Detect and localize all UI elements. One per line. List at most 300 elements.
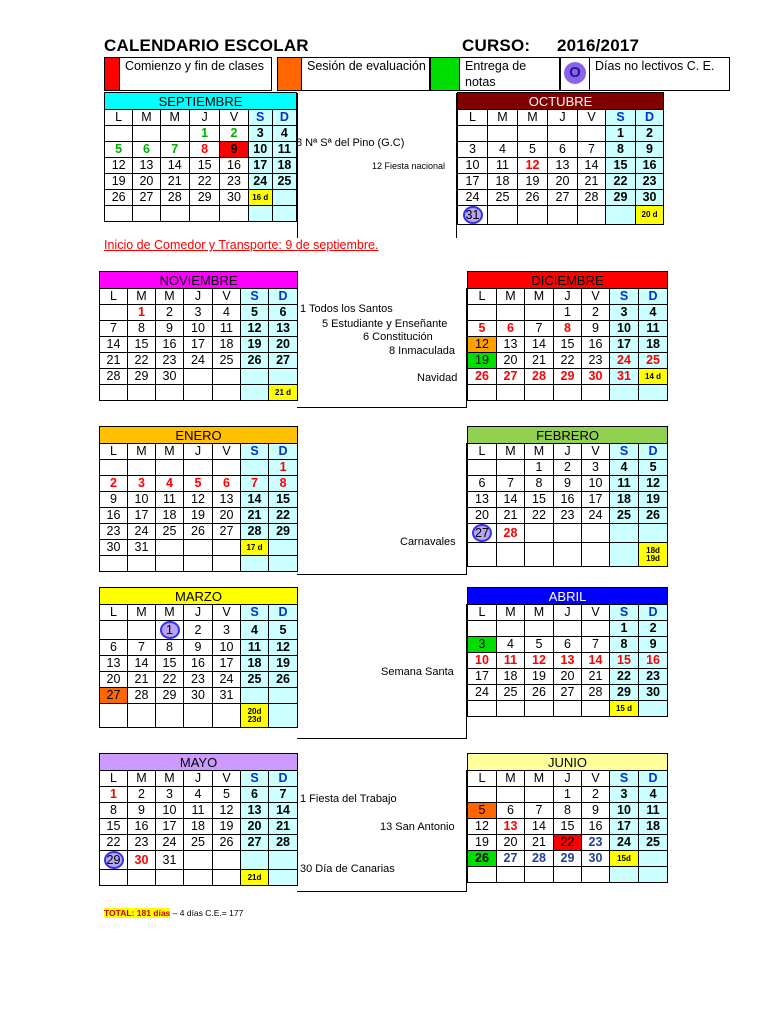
page-title: CALENDARIO ESCOLAR (104, 36, 309, 55)
day-cell: 15 (156, 656, 184, 672)
day-cell: 4 (639, 305, 668, 321)
day-cell: 9 (156, 321, 184, 337)
day-cell: 30 (220, 190, 248, 206)
day-cell: S (241, 444, 269, 460)
day-cell: 8 (269, 476, 298, 492)
day-cell: 9 (639, 637, 668, 653)
day-cell (548, 206, 578, 225)
day-cell: 15 (128, 337, 156, 353)
day-cell (548, 126, 578, 142)
day-cell: 16 (100, 508, 128, 524)
day-cell (639, 701, 668, 717)
day-cell (241, 556, 269, 572)
day-cell: S (610, 771, 639, 787)
day-cell (525, 621, 554, 637)
day-cell: 26 (468, 369, 497, 385)
day-cell: 9 (582, 803, 610, 819)
day-cell: 17 (213, 656, 241, 672)
ring-icon: O (564, 62, 586, 84)
day-cell: 15 (606, 158, 636, 174)
day-cell (639, 524, 668, 543)
day-cell: 26 (639, 508, 668, 524)
day-cell (610, 524, 639, 543)
day-cell: 6 (548, 142, 578, 158)
day-cell: 3 (213, 621, 241, 640)
day-cell: 2 (220, 126, 248, 142)
day-cell (497, 867, 525, 883)
day-cell (184, 540, 213, 556)
day-cell (468, 543, 497, 567)
day-cell: 12 (639, 476, 668, 492)
day-cell: 21 (497, 508, 525, 524)
calendar-febrero (467, 426, 668, 567)
month-day-count: 15d (610, 851, 639, 867)
day-cell: J (554, 444, 582, 460)
day-cell: 25 (610, 508, 639, 524)
day-cell: 17 (582, 492, 610, 508)
day-cell: 14 (100, 337, 128, 353)
day-cell: 13 (133, 158, 160, 174)
day-cell (128, 556, 156, 572)
month-title: MAYO (100, 754, 298, 771)
day-cell: 11 (241, 640, 269, 656)
day-cell: 21 (128, 672, 156, 688)
day-cell: 22 (100, 835, 128, 851)
day-cell: V (220, 110, 248, 126)
day-cell: 15 (269, 492, 298, 508)
day-cell: 6 (468, 476, 497, 492)
day-cell: 11 (497, 653, 525, 669)
day-cell: 27 (554, 685, 582, 701)
day-cell: 8 (189, 142, 219, 158)
day-cell: 24 (156, 835, 184, 851)
calendar-octubre (457, 92, 664, 225)
day-cell (269, 704, 298, 728)
note-estudiante: 5 Estudiante y Enseñante (322, 318, 448, 330)
day-cell (269, 870, 298, 886)
day-cell (241, 460, 269, 476)
day-cell: 27 (133, 190, 160, 206)
day-cell: 2 (184, 621, 213, 640)
non-lective-ring: 29 (104, 851, 124, 869)
day-cell (241, 704, 269, 728)
day-cell: 16 (128, 819, 156, 835)
month-day-count: 16 d (248, 190, 272, 206)
day-cell: 28 (578, 190, 606, 206)
day-cell (213, 540, 241, 556)
day-cell: S (610, 605, 639, 621)
day-cell: 2 (128, 787, 156, 803)
day-cell (213, 556, 241, 572)
day-cell (100, 621, 128, 640)
day-cell (497, 385, 525, 401)
legend-evaluacion: Sesión de evaluación (302, 57, 430, 91)
day-cell (578, 206, 606, 225)
day-cell: 8 (128, 321, 156, 337)
note-navidad: Navidad (417, 372, 458, 384)
day-cell: V (582, 605, 610, 621)
month-title: FEBRERO (468, 427, 668, 444)
day-cell: 18 (213, 337, 241, 353)
day-cell: D (272, 110, 296, 126)
day-cell: 30 (156, 369, 184, 385)
day-cell: 7 (269, 787, 298, 803)
day-cell (100, 704, 128, 728)
day-cell: 24 (458, 190, 488, 206)
day-cell: 29 (554, 369, 582, 385)
day-cell: 13 (468, 492, 497, 508)
total-rest: – 4 días C.E.= 177 (170, 908, 244, 918)
day-cell: 11 (488, 158, 518, 174)
day-cell: 11 (272, 142, 296, 158)
note-fiesta-trabajo: 1 Fiesta del Trabajo (300, 793, 397, 805)
day-cell: M (497, 444, 525, 460)
month-title: SEPTIEMBRE (105, 93, 297, 110)
calendar-septiembre (104, 92, 297, 222)
day-cell: 3 (610, 305, 639, 321)
day-cell: 18 (497, 669, 525, 685)
day-cell: 29 (610, 685, 639, 701)
day-cell: 19 (213, 819, 241, 835)
day-cell: 2 (639, 621, 668, 637)
day-cell: M (525, 289, 554, 305)
day-cell: 29 (606, 190, 636, 206)
day-cell: D (269, 444, 298, 460)
day-cell: 18 (639, 819, 668, 835)
curso-label: CURSO: (462, 36, 531, 55)
day-cell (582, 701, 610, 717)
day-cell (525, 543, 554, 567)
day-cell (184, 556, 213, 572)
day-cell: 29 (189, 190, 219, 206)
day-cell: 21 (582, 669, 610, 685)
day-cell (100, 460, 128, 476)
day-cell: 6 (497, 321, 525, 337)
day-cell: 25 (184, 835, 213, 851)
day-cell (525, 701, 554, 717)
day-cell: 21 (160, 174, 189, 190)
day-cell: 22 (554, 835, 582, 851)
day-cell: J (184, 289, 213, 305)
calendar-marzo (99, 587, 298, 728)
day-cell: M (525, 605, 554, 621)
day-cell: 26 (241, 353, 269, 369)
day-cell: 19 (241, 337, 269, 353)
day-cell (582, 621, 610, 637)
day-cell (269, 556, 298, 572)
day-cell: 14 (578, 158, 606, 174)
day-cell: 22 (525, 508, 554, 524)
day-cell: 6 (100, 640, 128, 656)
calendar-noviembre (99, 271, 298, 401)
day-cell: 14 (269, 803, 298, 819)
day-cell (156, 556, 184, 572)
day-cell: 24 (610, 353, 639, 369)
day-cell (582, 385, 610, 401)
day-cell: 20 (497, 353, 525, 369)
day-cell (213, 369, 241, 385)
day-cell (184, 870, 213, 886)
day-cell: D (639, 771, 668, 787)
legend-swatch-comienzo (104, 57, 120, 91)
day-cell: 27 (100, 688, 128, 704)
day-cell: 28 (525, 369, 554, 385)
day-cell: 12 (525, 653, 554, 669)
day-cell (128, 460, 156, 476)
day-cell: 26 (184, 524, 213, 540)
day-cell: 23 (184, 672, 213, 688)
day-cell (272, 190, 296, 206)
day-cell (497, 621, 525, 637)
day-cell (525, 787, 554, 803)
month-title: JUNIO (468, 754, 668, 771)
day-cell: 11 (184, 803, 213, 819)
calendar-junio (467, 753, 668, 883)
legend-swatch-nolectivos (560, 57, 590, 91)
day-cell: 24 (184, 353, 213, 369)
day-cell: 21 (241, 508, 269, 524)
day-cell (128, 385, 156, 401)
day-cell: 13 (100, 656, 128, 672)
day-cell: 10 (458, 158, 488, 174)
day-cell: 27 (548, 190, 578, 206)
day-cell (582, 543, 610, 567)
day-cell: 6 (554, 637, 582, 653)
day-cell: 1 (606, 126, 636, 142)
day-cell: M (525, 444, 554, 460)
day-cell: M (128, 771, 156, 787)
day-cell: 3 (458, 142, 488, 158)
day-cell: 3 (156, 787, 184, 803)
day-cell: 27 (497, 369, 525, 385)
day-cell: 14 (241, 492, 269, 508)
day-cell: M (128, 444, 156, 460)
day-cell: 19 (639, 492, 668, 508)
day-cell: 14 (525, 819, 554, 835)
day-cell: 17 (156, 819, 184, 835)
day-cell: 9 (128, 803, 156, 819)
day-cell: 8 (554, 803, 582, 819)
day-cell: 19 (525, 669, 554, 685)
day-cell: 4 (610, 460, 639, 476)
day-cell (156, 385, 184, 401)
day-cell: 7 (578, 142, 606, 158)
day-cell (269, 851, 298, 870)
day-cell: 6 (133, 142, 160, 158)
day-cell (468, 524, 497, 543)
day-cell: 2 (636, 126, 664, 142)
day-cell: 14 (160, 158, 189, 174)
day-cell: D (636, 110, 664, 126)
day-cell (488, 206, 518, 225)
day-cell: M (156, 289, 184, 305)
day-cell: L (105, 110, 133, 126)
day-cell (100, 385, 128, 401)
day-cell: 24 (248, 174, 272, 190)
day-cell (105, 206, 133, 222)
day-cell: 6 (241, 787, 269, 803)
day-cell: 16 (156, 337, 184, 353)
day-cell (100, 556, 128, 572)
day-cell (525, 867, 554, 883)
day-cell: S (606, 110, 636, 126)
day-cell: 24 (468, 685, 497, 701)
day-cell: 22 (606, 174, 636, 190)
day-cell: 14 (128, 656, 156, 672)
day-cell (610, 385, 639, 401)
day-cell: 22 (128, 353, 156, 369)
day-cell (497, 305, 525, 321)
day-cell: 13 (269, 321, 298, 337)
day-cell: 12 (518, 158, 548, 174)
day-cell: 14 (497, 492, 525, 508)
day-cell: J (184, 605, 213, 621)
day-cell: 1 (100, 787, 128, 803)
day-cell: 30 (582, 851, 610, 867)
day-cell (468, 305, 497, 321)
day-cell (497, 701, 525, 717)
day-cell: 20 (133, 174, 160, 190)
day-cell: L (468, 771, 497, 787)
day-cell: M (525, 771, 554, 787)
day-cell: 8 (525, 476, 554, 492)
day-cell: 1 (128, 305, 156, 321)
day-cell (582, 524, 610, 543)
day-cell: 5 (184, 476, 213, 492)
day-cell: J (184, 771, 213, 787)
day-cell: 24 (213, 672, 241, 688)
day-cell (639, 543, 668, 567)
calendar-mayo (99, 753, 298, 886)
day-cell: 10 (582, 476, 610, 492)
day-cell (458, 126, 488, 142)
note-todos-santos: 1 Todos los Santos (300, 303, 393, 315)
note-semana-santa: Semana Santa (381, 666, 454, 678)
day-cell (272, 206, 296, 222)
day-cell: 1 (554, 787, 582, 803)
day-cell: M (488, 110, 518, 126)
day-cell: 8 (156, 640, 184, 656)
day-cell (156, 621, 184, 640)
day-cell (518, 206, 548, 225)
month-day-count: 20d (247, 706, 262, 716)
day-cell: 12 (241, 321, 269, 337)
day-cell: 1 (554, 305, 582, 321)
day-cell: L (100, 605, 128, 621)
day-cell: 24 (582, 508, 610, 524)
day-cell (269, 688, 298, 704)
day-cell: 19 (184, 508, 213, 524)
day-cell: 2 (582, 305, 610, 321)
day-cell: 10 (156, 803, 184, 819)
day-cell: 12 (213, 803, 241, 819)
day-cell: 7 (497, 476, 525, 492)
day-cell: 4 (639, 787, 668, 803)
day-cell: 3 (610, 787, 639, 803)
day-cell (133, 206, 160, 222)
day-cell: J (554, 605, 582, 621)
day-cell: 5 (525, 637, 554, 653)
day-cell: 7 (241, 476, 269, 492)
day-cell: M (128, 605, 156, 621)
day-cell: 21 (100, 353, 128, 369)
month-title: ABRIL (468, 588, 668, 605)
day-cell: 26 (525, 685, 554, 701)
day-cell: 31 (610, 369, 639, 385)
day-cell: 30 (582, 369, 610, 385)
legend-notas: Entrega de notas (460, 57, 560, 91)
day-cell (184, 369, 213, 385)
day-cell: 7 (100, 321, 128, 337)
day-cell: 23 (128, 835, 156, 851)
day-cell (105, 126, 133, 142)
day-cell: 15 (554, 337, 582, 353)
day-cell (458, 206, 488, 225)
day-cell: 26 (518, 190, 548, 206)
month-day-count: 21 d (269, 385, 298, 401)
note-fiesta-nacional: 12 Fiesta nacional (372, 161, 446, 171)
day-cell (525, 385, 554, 401)
day-cell: 5 (269, 621, 298, 640)
day-cell: L (468, 444, 497, 460)
day-cell: 11 (639, 321, 668, 337)
month-day-count: 21d (241, 870, 269, 886)
day-cell: 13 (213, 492, 241, 508)
day-cell: 9 (100, 492, 128, 508)
day-cell: 18 (184, 819, 213, 835)
day-cell: 22 (156, 672, 184, 688)
day-cell (639, 851, 668, 867)
day-cell: 19 (468, 835, 497, 851)
day-cell: 4 (184, 787, 213, 803)
day-cell: 13 (497, 337, 525, 353)
day-cell: V (578, 110, 606, 126)
day-cell: 19 (518, 174, 548, 190)
day-cell: 24 (128, 524, 156, 540)
calendar-enero (99, 426, 298, 572)
day-cell: 21 (525, 835, 554, 851)
day-cell: 17 (458, 174, 488, 190)
day-cell: 17 (610, 337, 639, 353)
day-cell: 7 (582, 637, 610, 653)
day-cell: 21 (578, 174, 606, 190)
day-cell: 23 (582, 353, 610, 369)
day-cell: J (554, 771, 582, 787)
day-cell: L (458, 110, 488, 126)
day-cell: 10 (213, 640, 241, 656)
day-cell: 4 (488, 142, 518, 158)
day-cell: 22 (610, 669, 639, 685)
day-cell: 30 (636, 190, 664, 206)
day-cell: 6 (269, 305, 298, 321)
day-cell: L (468, 289, 497, 305)
day-cell: 11 (610, 476, 639, 492)
day-cell: 12 (184, 492, 213, 508)
day-cell: 11 (213, 321, 241, 337)
legend-comienzo: Comienzo y fin de clases (120, 57, 272, 91)
day-cell: M (128, 289, 156, 305)
day-cell: 25 (488, 190, 518, 206)
day-cell: 10 (248, 142, 272, 158)
day-cell: 2 (100, 476, 128, 492)
day-cell: 23 (582, 835, 610, 851)
note-constitucion: 6 Constitución (363, 331, 433, 343)
day-cell: 16 (554, 492, 582, 508)
day-cell: M (497, 771, 525, 787)
day-cell: 20 (241, 819, 269, 835)
day-cell: 5 (241, 305, 269, 321)
day-cell (639, 867, 668, 883)
